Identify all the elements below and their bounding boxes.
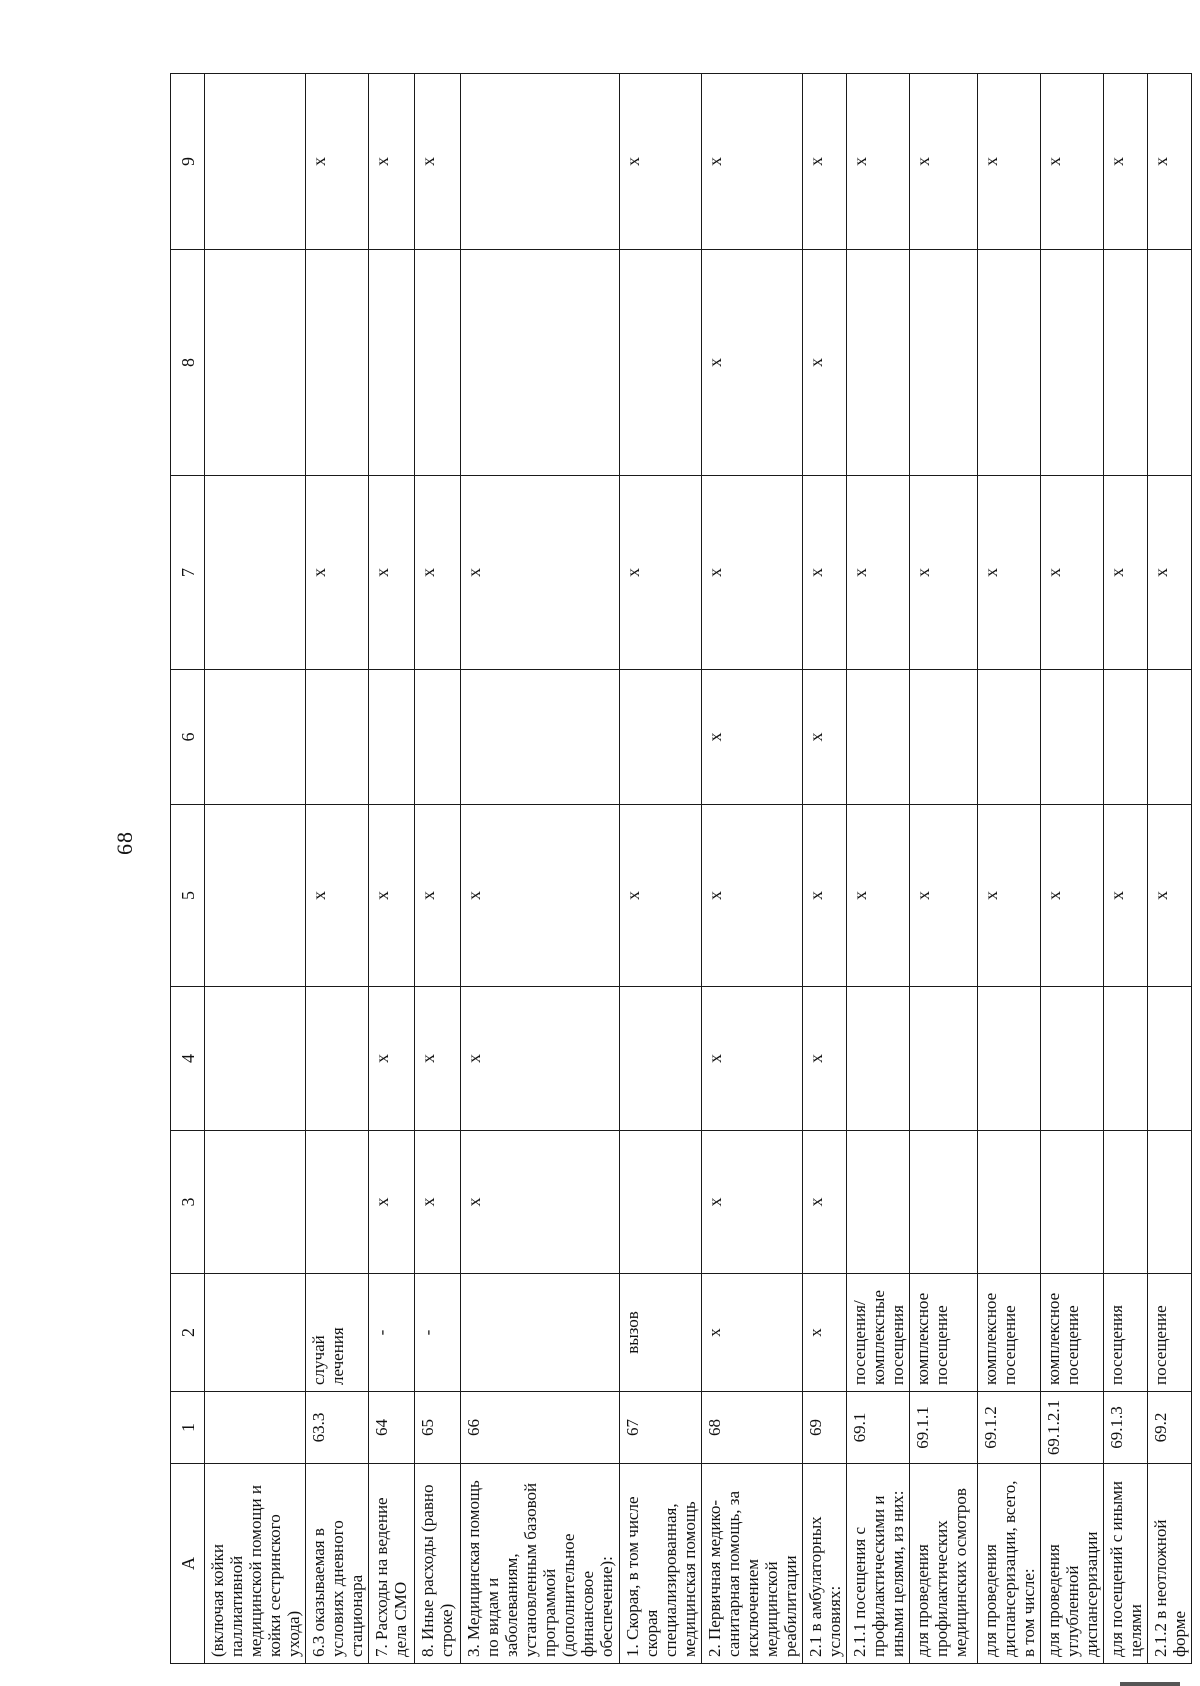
row-unit: комплексное посещение (977, 1274, 1040, 1392)
cell-col-9: х (619, 74, 701, 250)
cell-col-8 (1041, 250, 1104, 476)
table-row (415, 74, 461, 1664)
table-row (1041, 74, 1104, 1664)
cell-col-6 (205, 670, 306, 805)
header-cell-8: 8 (171, 250, 205, 476)
row-code: 63.3 (306, 1392, 369, 1464)
row-unit: посещение (1148, 1274, 1192, 1392)
cell-col-9: х (1104, 74, 1148, 250)
cell-col-8 (369, 250, 415, 476)
row-label: 2.1.1 посещения с профилактическими и иными целями, из них: (846, 1464, 909, 1664)
row-label: 8. Иные расходы (равно строке) (415, 1464, 461, 1664)
cell-col-5: х (1104, 805, 1148, 987)
cell-col-9: х (846, 74, 909, 250)
cell-col-7: х (701, 476, 802, 670)
row-label: 3. Медицинская помощь по видам и заболеваниям, установленным базовой программой (дополнительное финансовое обеспечение): (461, 1464, 619, 1664)
cell-col-6 (1148, 670, 1192, 805)
cell-col-4 (977, 987, 1040, 1131)
cell-col-4: х (461, 987, 619, 1131)
table-body (205, 74, 1192, 1664)
row-unit: вызов (619, 1274, 701, 1392)
table-row (619, 74, 701, 1664)
cell-col-3 (619, 1131, 701, 1274)
row-code: 67 (619, 1392, 701, 1464)
table-header (171, 74, 205, 1664)
header-cell-2: 2 (171, 1274, 205, 1392)
cell-col-4: х (415, 987, 461, 1131)
row-unit (461, 1274, 619, 1392)
cell-col-6 (461, 670, 619, 805)
cell-col-5: х (1148, 805, 1192, 987)
cell-col-8 (846, 250, 909, 476)
cell-col-7 (205, 476, 306, 670)
cell-col-6 (1104, 670, 1148, 805)
row-unit: посещения (1104, 1274, 1148, 1392)
cell-col-3: х (461, 1131, 619, 1274)
cell-col-3 (977, 1131, 1040, 1274)
cell-col-9: х (306, 74, 369, 250)
cell-col-6 (415, 670, 461, 805)
cell-col-5: х (369, 805, 415, 987)
cell-col-7: х (461, 476, 619, 670)
cell-col-9: х (1041, 74, 1104, 250)
cell-col-9: х (701, 74, 802, 250)
row-unit: посещения/ комплексные посещения (846, 1274, 909, 1392)
cell-col-8 (306, 250, 369, 476)
row-code: 65 (415, 1392, 461, 1464)
cell-col-8 (909, 250, 977, 476)
cell-col-6: х (701, 670, 802, 805)
page-number: 68 (112, 831, 137, 855)
row-code: 69.1 (846, 1392, 909, 1464)
table-row (846, 74, 909, 1664)
cell-col-4 (846, 987, 909, 1131)
cell-col-8 (1148, 250, 1192, 476)
cell-col-5: х (461, 805, 619, 987)
row-label: для проведения диспансеризации, всего, в том числе: (977, 1464, 1040, 1664)
cell-col-4 (1148, 987, 1192, 1131)
row-unit: - (369, 1274, 415, 1392)
row-code: 69 (802, 1392, 846, 1464)
cell-col-6 (909, 670, 977, 805)
header-cell-6: 6 (171, 670, 205, 805)
header-row (171, 74, 205, 1664)
cell-col-5: х (977, 805, 1040, 987)
row-label: 2. Первичная медико-санитарная помощь, за исключением медицинской реабилитации (701, 1464, 802, 1664)
row-unit (205, 1274, 306, 1392)
row-unit: случай лечения (306, 1274, 369, 1392)
cell-col-4: х (802, 987, 846, 1131)
header-cell-9: 9 (171, 74, 205, 250)
cell-col-8: х (701, 250, 802, 476)
row-unit: комплексное посещение (1041, 1274, 1104, 1392)
cell-col-3 (205, 1131, 306, 1274)
header-cell-5: 5 (171, 805, 205, 987)
cell-col-7: х (909, 476, 977, 670)
cell-col-4: х (369, 987, 415, 1131)
cell-col-9: х (1148, 74, 1192, 250)
row-unit: х (701, 1274, 802, 1392)
cell-col-4 (1041, 987, 1104, 1131)
row-label: 2.1 в амбулаторных условиях: (802, 1464, 846, 1664)
row-unit: - (415, 1274, 461, 1392)
cell-col-3 (1148, 1131, 1192, 1274)
cell-col-8 (1104, 250, 1148, 476)
cell-col-7: х (1148, 476, 1192, 670)
header-cell-a: А (171, 1464, 205, 1664)
row-code: 66 (461, 1392, 619, 1464)
row-label: 2.1.2 в неотложной форме (1148, 1464, 1192, 1664)
cell-col-9: х (802, 74, 846, 250)
cell-col-3: х (415, 1131, 461, 1274)
cell-col-7: х (977, 476, 1040, 670)
cell-col-3 (909, 1131, 977, 1274)
cell-col-4 (909, 987, 977, 1131)
row-label: 1. Скорая, в том числе скорая специализированная, медицинская помощь (619, 1464, 701, 1664)
table-row (909, 74, 977, 1664)
row-label: 7. Расходы на ведение дела СМО (369, 1464, 415, 1664)
table-row (205, 74, 306, 1664)
cell-col-6 (306, 670, 369, 805)
cell-col-7: х (306, 476, 369, 670)
cell-col-5: х (846, 805, 909, 987)
header-cell-4: 4 (171, 987, 205, 1131)
cell-col-7: х (1041, 476, 1104, 670)
cell-col-3: х (369, 1131, 415, 1274)
row-code: 69.1.2.1 (1041, 1392, 1104, 1464)
row-code: 69.1.1 (909, 1392, 977, 1464)
cell-col-8: х (802, 250, 846, 476)
cell-col-5: х (306, 805, 369, 987)
cell-col-5: х (1041, 805, 1104, 987)
row-code: 69.1.2 (977, 1392, 1040, 1464)
cell-col-5: х (909, 805, 977, 987)
cell-col-8 (205, 250, 306, 476)
cell-col-9 (205, 74, 306, 250)
header-cell-1: 1 (171, 1392, 205, 1464)
row-code: 68 (701, 1392, 802, 1464)
scan-artifact-mark (1120, 1682, 1180, 1686)
cell-col-9: х (369, 74, 415, 250)
table-row (701, 74, 802, 1664)
row-code: 69.1.3 (1104, 1392, 1148, 1464)
cell-col-9: х (415, 74, 461, 250)
cell-col-6: х (802, 670, 846, 805)
cell-col-6 (369, 670, 415, 805)
header-cell-3: 3 (171, 1131, 205, 1274)
table-row (461, 74, 619, 1664)
cell-col-9 (461, 74, 619, 250)
cell-col-8 (461, 250, 619, 476)
cell-col-5: х (619, 805, 701, 987)
row-label: (включая койки паллиативной медицинской помощи и койки сестринского ухода) (205, 1464, 306, 1664)
table-row (369, 74, 415, 1664)
cell-col-5 (205, 805, 306, 987)
cell-col-6 (619, 670, 701, 805)
cell-col-4: х (701, 987, 802, 1131)
row-label: для проведения углубленной диспансеризации (1041, 1464, 1104, 1664)
row-label: для проведения профилактических медицинских осмотров (909, 1464, 977, 1664)
cell-col-8 (415, 250, 461, 476)
cell-col-4 (205, 987, 306, 1131)
cell-col-5: х (802, 805, 846, 987)
cell-col-3 (846, 1131, 909, 1274)
table-row (306, 74, 369, 1664)
cell-col-7: х (415, 476, 461, 670)
cell-col-6 (846, 670, 909, 805)
data-table (170, 73, 1192, 1664)
row-label: 6.3 оказываемая в условиях дневного стационара (306, 1464, 369, 1664)
table-row (802, 74, 846, 1664)
cell-col-4 (306, 987, 369, 1131)
header-cell-7: 7 (171, 476, 205, 670)
cell-col-3 (1104, 1131, 1148, 1274)
row-code: 64 (369, 1392, 415, 1464)
cell-col-7: х (1104, 476, 1148, 670)
cell-col-7: х (846, 476, 909, 670)
row-unit: комплексное посещение (909, 1274, 977, 1392)
cell-col-8 (619, 250, 701, 476)
row-code (205, 1392, 306, 1464)
cell-col-3: х (802, 1131, 846, 1274)
cell-col-9: х (977, 74, 1040, 250)
table-row (977, 74, 1040, 1664)
row-label: для посещений с иными целями (1104, 1464, 1148, 1664)
cell-col-6 (977, 670, 1040, 805)
cell-col-7: х (619, 476, 701, 670)
cell-col-3: х (701, 1131, 802, 1274)
cell-col-6 (1041, 670, 1104, 805)
cell-col-8 (977, 250, 1040, 476)
cell-col-9: х (909, 74, 977, 250)
cell-col-5: х (701, 805, 802, 987)
cell-col-4 (1104, 987, 1148, 1131)
table-row (1104, 74, 1148, 1664)
cell-col-7: х (369, 476, 415, 670)
row-code: 69.2 (1148, 1392, 1192, 1464)
cell-col-5: х (415, 805, 461, 987)
cell-col-3 (1041, 1131, 1104, 1274)
cell-col-4 (619, 987, 701, 1131)
row-unit: х (802, 1274, 846, 1392)
cell-col-3 (306, 1131, 369, 1274)
table-row (1148, 74, 1192, 1664)
cell-col-7: х (802, 476, 846, 670)
